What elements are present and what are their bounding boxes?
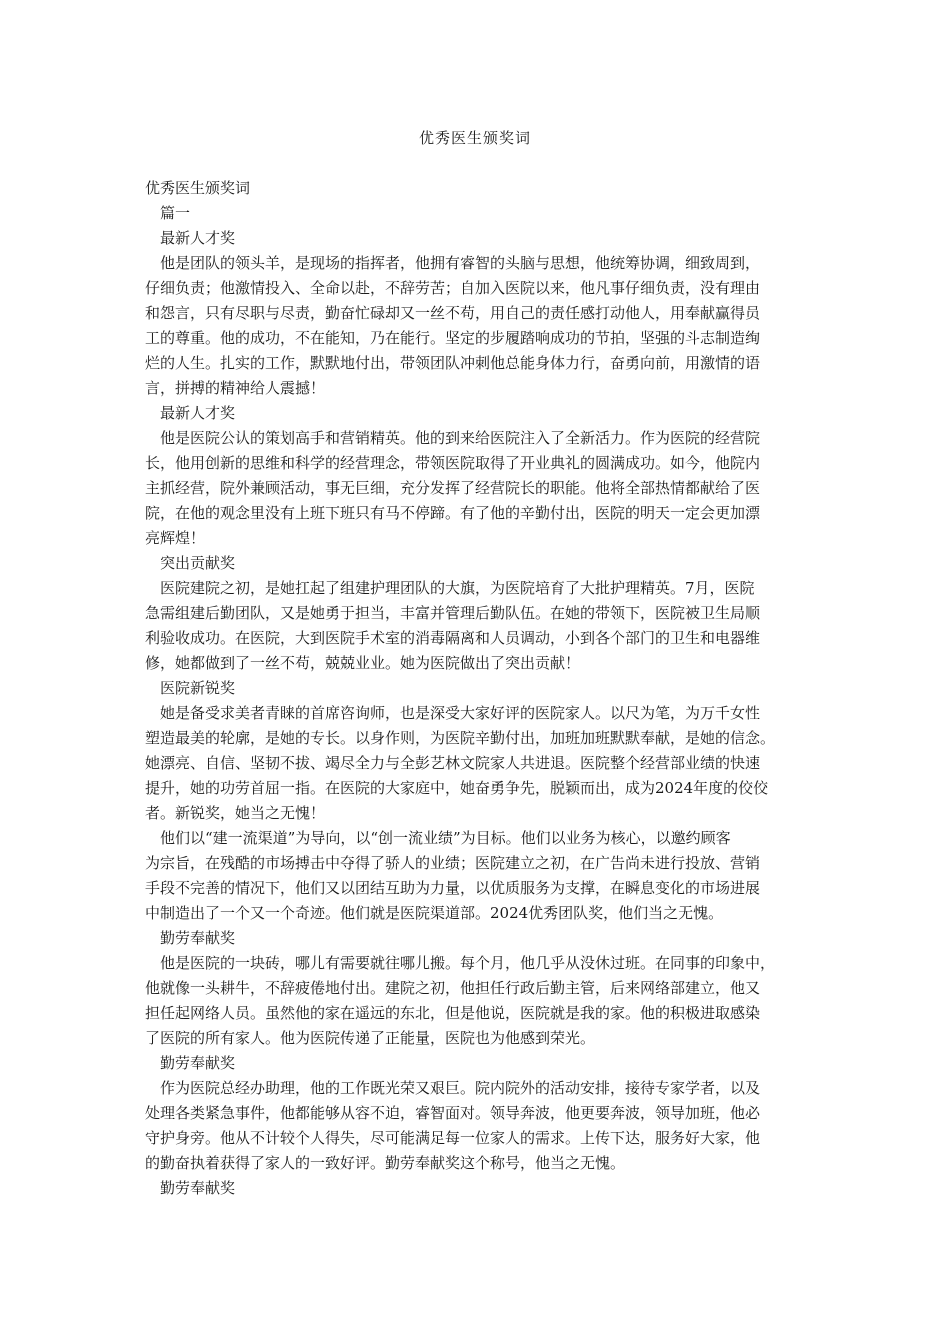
text-line: 勤劳奉献奖	[160, 929, 236, 947]
text-line: 的勤奋执着获得了家人的一致好评。勤劳奉献奖这个称号，他当之无愧。	[145, 1154, 626, 1172]
text-line: 她是备受求美者青睐的首席咨询师，也是深受大家好评的医院家人。以尺为笔，为万千女性	[160, 704, 761, 722]
text-line: 烂的人生。扎实的工作，默默地付出，带领团队冲刺他总能身体力行，奋勇向前，用激情的语	[145, 354, 761, 372]
text-line: 利验收成功。在医院，大到医院手术室的消毒隔离和人员调动，小到各个部门的卫生和电器维	[145, 629, 761, 647]
text-line: 作为医院总经办助理，他的工作既光荣又艰巨。院内院外的活动安排，接待专家学者，以及	[160, 1079, 761, 1097]
text-line: 优秀医生颁奖词	[145, 179, 251, 197]
text-line: 篇一	[160, 204, 191, 222]
text-line: 他们以“建一流渠道”为导向，以“创一流业绩”为目标。他们以业务为核心，以邀约顾客	[160, 829, 731, 847]
text-line: 为宗旨，在残酷的市场搏击中夺得了骄人的业绩；医院建立之初，在广告尚未进行投放、营销	[145, 854, 761, 872]
text-line: 最新人才奖	[160, 229, 236, 247]
text-line: 工的尊重。他的成功，不在能知，乃在能行。坚定的步履踏响成功的节拍，坚强的斗志制造绚	[145, 329, 761, 347]
text-line: 中制造出了一个又一个奇迹。他们就是医院渠道部。2024优秀团队奖，他们当之无愧。	[145, 904, 724, 922]
document-title: 优秀医生颁奖词	[418, 129, 531, 147]
text-line: 塑造最美的轮廓，是她的专长。以身作则，为医院辛勤付出，加班加班默默奉献，是她的信念。	[145, 729, 776, 747]
text-line: 医院新锐奖	[160, 679, 236, 697]
document-body	[145, 176, 805, 1201]
text-line: 急需组建后勤团队，又是她勇于担当，丰富并管理后勤队伍。在她的带领下，医院被卫生局顺	[145, 604, 761, 622]
text-line: 和怨言，只有尽职与尽责，勤奋忙碌却又一丝不苟，用自己的责任感打动他人，用奉献赢得员	[145, 304, 761, 322]
text-line: 长，他用创新的思维和科学的经营理念，带领医院取得了开业典礼的圆满成功。如今，他院内	[145, 454, 761, 472]
text-line: 他是医院的一块砖，哪儿有需要就往哪儿搬。每个月，他几乎从没休过班。在同事的印象中，	[160, 954, 776, 972]
text-line: 者。新锐奖，她当之无愧！	[145, 804, 326, 822]
text-line: 勤劳奉献奖	[160, 1179, 236, 1197]
text-line: 处理各类紧急事件，他都能够从容不迫，睿智面对。领导奔波，他更要奔波，领导加班，他必	[145, 1104, 761, 1122]
text-line: 守护身旁。他从不计较个人得失，尽可能满足每一位家人的需求。上传下达，服务好大家，他	[145, 1129, 761, 1147]
text-line: 她漂亮、自信、坚韧不拔、竭尽全力与全彭艺林文院家人共进退。医院整个经营部业绩的快速	[145, 754, 761, 772]
text-line: 修，她都做到了一丝不苟，兢兢业业。她为医院做出了突出贡献！	[145, 654, 581, 672]
text-line: 他就像一头耕牛，不辞疲倦地付出。建院之初，他担任行政后勤主管，后来网络部建立，他又	[145, 979, 761, 997]
text-line: 了医院的所有家人。他为医院传递了正能量，医院也为他感到荣光。	[145, 1029, 596, 1047]
text-line: 仔细负责；他激情投入、全命以赴，不辞劳苦；自加入医院以来，他凡事仔细负责，没有理由	[145, 279, 761, 297]
text-line: 他是医院公认的策划高手和营销精英。他的到来给医院注入了全新活力。作为医院的经营院	[160, 429, 761, 447]
text-line: 勤劳奉献奖	[160, 1054, 236, 1072]
text-line: 主抓经营，院外兼顾活动，事无巨细，充分发挥了经营院长的职能。他将全部热情都献给了医	[145, 479, 761, 497]
text-line: 突出贡献奖	[160, 554, 236, 572]
text-line: 最新人才奖	[160, 404, 236, 422]
text-line: 院，在他的观念里没有上班下班只有马不停蹄。有了他的辛勤付出，医院的明天一定会更加漂	[145, 504, 761, 522]
text-line: 亮辉煌！	[145, 529, 206, 547]
text-line: 提升，她的功劳首屈一指。在医院的大家庭中，她奋勇争先，脱颖而出，成为2024年度的佼佼	[145, 779, 769, 797]
text-line: 他是团队的领头羊，是现场的指挥者，他拥有睿智的头脑与思想，他统筹协调，细致周到，	[160, 254, 761, 272]
text-line: 医院建院之初，是她扛起了组建护理团队的大旗，为医院培育了大批护理精英。7月，医院	[160, 579, 755, 597]
text-line: 手段不完善的情况下，他们又以团结互助为力量，以优质服务为支撑，在瞬息变化的市场进展	[145, 879, 761, 897]
text-line: 担任起网络人员。虽然他的家在遥远的东北，但是他说，医院就是我的家。他的积极进取感染	[145, 1004, 761, 1022]
text-line: 言，拼搏的精神给人震撼！	[145, 379, 326, 397]
